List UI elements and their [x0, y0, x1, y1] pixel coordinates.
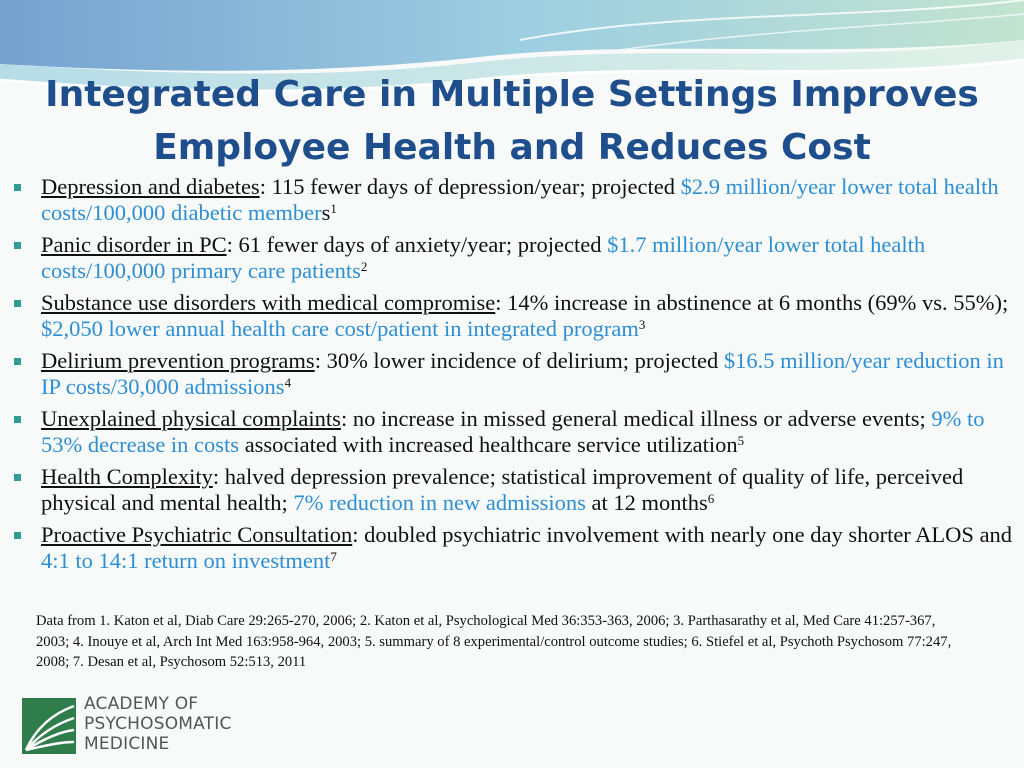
bullet-term: Unexplained physical complaints — [41, 406, 341, 431]
logo-mark-icon — [22, 698, 76, 754]
bullet-text: : 30% lower incidence of delirium; projected — [314, 348, 724, 373]
bullet-highlight: $16.5 million/year reduction in IP costs/30,000 admissions — [41, 348, 1004, 399]
bullet-highlight: 7% reduction in new admissions — [293, 490, 586, 515]
logo-line-3: MEDICINE — [84, 734, 170, 754]
list-item — [14, 406, 1020, 458]
square-bullet-icon — [14, 184, 21, 191]
list-item — [14, 290, 1020, 342]
list-item — [14, 174, 1020, 226]
bullet-text: : doubled psychiatric involvement with nearly one day shorter ALOS and — [352, 522, 1013, 547]
citation-number: 2 — [360, 259, 368, 274]
list-item — [14, 348, 1020, 400]
bullet-term: Panic disorder in PC — [41, 232, 227, 257]
list-item — [14, 464, 1020, 516]
bullet-highlight: $2,050 lower annual health care cost/patient in integrated program — [41, 316, 639, 341]
square-bullet-icon — [14, 532, 21, 539]
bullet-term: Delirium prevention programs — [41, 348, 315, 373]
square-bullet-icon — [14, 474, 21, 481]
logo-line-2: PSYCHOSOMATIC — [84, 714, 232, 734]
bullet-tail: at 12 months — [585, 490, 708, 515]
bullet-tail: associated with increased healthcare service utilization — [239, 432, 738, 457]
academy-logo — [18, 694, 258, 758]
square-bullet-icon — [14, 358, 21, 365]
square-bullet-icon — [14, 416, 21, 423]
citation-number: 4 — [284, 375, 292, 390]
logo-text — [84, 694, 232, 754]
slide-title — [0, 68, 1024, 174]
citation-number: 1 — [330, 201, 337, 216]
bullet-text: : 115 fewer days of depression/year; projected — [259, 174, 681, 199]
list-item — [14, 232, 1020, 284]
bullet-text: : 61 fewer days of anxiety/year; projected — [226, 232, 608, 257]
citation-number: 5 — [737, 433, 745, 448]
citation-number: 6 — [707, 491, 715, 506]
title-line-2: Employee Health and Reduces Cost — [153, 127, 871, 168]
citation-number: 3 — [638, 317, 646, 332]
square-bullet-icon — [14, 300, 21, 307]
bullet-tail: s — [321, 200, 331, 225]
bullet-term: Substance use disorders with medical compromise — [41, 290, 496, 315]
bullet-text: : no increase in missed general medical illness or adverse events; — [340, 406, 932, 431]
bullet-term: Health Complexity — [41, 464, 213, 489]
title-line-1: Integrated Care in Multiple Settings Improves — [45, 74, 979, 115]
logo-line-1: ACADEMY OF — [84, 694, 199, 714]
bullet-highlight: 4:1 to 14:1 return on investment — [41, 548, 331, 573]
square-bullet-icon — [14, 242, 21, 249]
bullet-highlight: $1.7 million/year lower total health costs/100,000 primary care patients — [41, 232, 926, 283]
bullet-text: : halved depression prevalence; statistical improvement of quality of life, perceived physical and mental health; — [41, 464, 964, 515]
bullet-text: : 14% increase in abstinence at 6 months (69% vs. 55%); — [495, 290, 1009, 315]
bullet-highlight: $2.9 million/year lower total health costs/100,000 diabetic member — [41, 174, 999, 225]
findings-list — [14, 174, 1020, 580]
references-footnote: Data from 1. Katon et al, Diab Care 29:265-270, 2006; 2. Katon et al, Psychological Med 36:353-363, 2006; 3. Parthasarathy et al, Med Care 41:257-367, 2003; 4. Inouye et al, Arch Int Med 163:958-964, 2003; 5. summary of 8 experimental/control outcome studies; 6. Stiefel et al, Psychoth Psychosom 77:247, 2008; 7. Desan et al, Psychosom 52:513, 2011 — [36, 613, 952, 670]
list-item — [14, 522, 1020, 574]
citation-number: 7 — [330, 549, 337, 564]
bullet-highlight: 9% to 53% decrease in costs — [41, 406, 985, 457]
bullet-term: Depression and diabetes — [41, 174, 260, 199]
bullet-term: Proactive Psychiatric Consultation — [41, 522, 353, 547]
